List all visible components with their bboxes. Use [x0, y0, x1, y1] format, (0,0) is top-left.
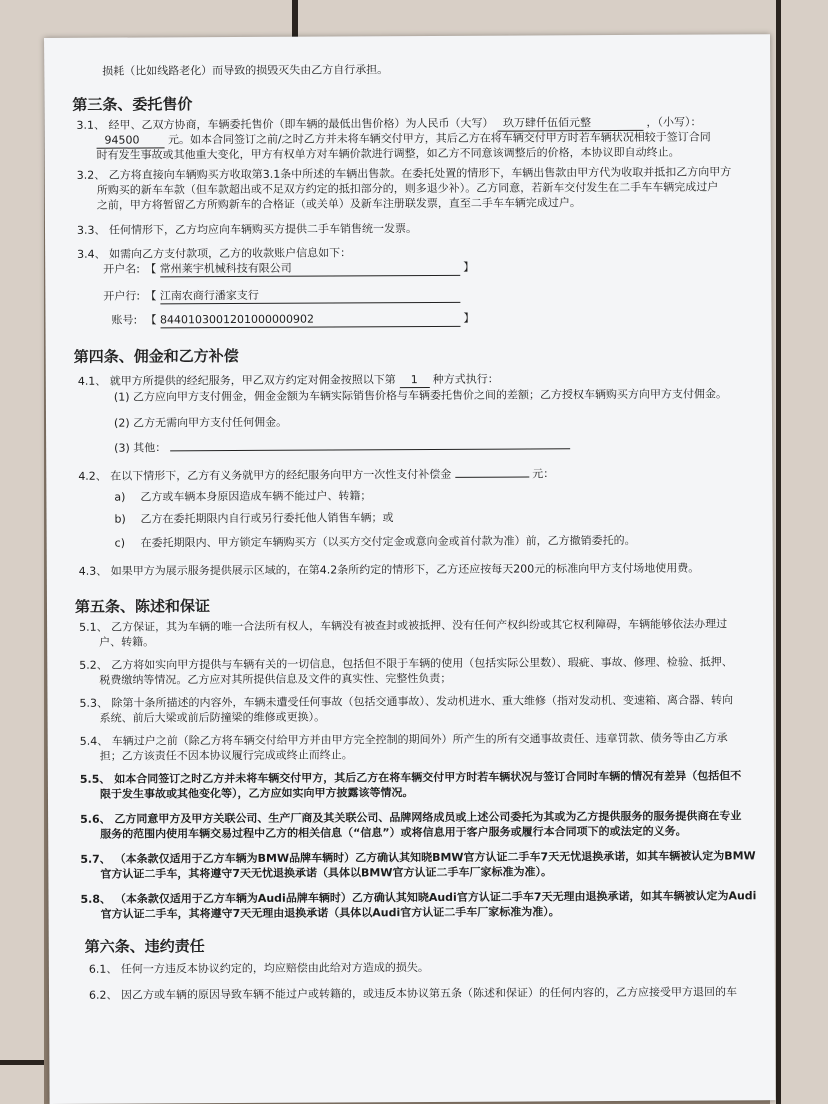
item-a-label: a): [114, 490, 126, 504]
bracket-open: 【: [145, 289, 157, 303]
price-amount: 94500: [96, 132, 164, 148]
section-6-title: 第六条、违约责任: [84, 937, 205, 956]
bracket-open: 【: [145, 262, 157, 276]
item-c-text: 在委托期限内、甲方锁定车辆购买方（以买方交付定金或意向金或首付款为准）前，乙方撤销委托的。: [140, 533, 636, 550]
compensation-blank: [455, 465, 529, 477]
item-b-text: 乙方在委托期限内自行或另行委托他人销售车辆；或: [140, 511, 394, 526]
bracket-close: 】: [463, 311, 475, 325]
price-words: 玖万肆仟伍佰元整: [497, 115, 643, 132]
item-c-label: c): [114, 536, 126, 550]
account-name: 常州莱宇机械科技有限公司: [160, 260, 460, 278]
clause-5-6-line1: 5.6、 乙方同意甲方及甲方关联公司、生产厂商及其关联公司、品牌网络成员或上述公司委托为其或为乙方提供服务的服务提供商在专业: [80, 809, 742, 826]
section-3-title: 第三条、委托售价: [72, 95, 193, 114]
option-1: (1) 乙方应向甲方支付佣金，佣金金额为车辆实际销售价格与车辆委托售价之间的差额；乙方授权车辆购买方向甲方支付佣金。: [113, 387, 727, 404]
account-no-row: [145, 311, 474, 329]
bank-label: 开户行:: [103, 289, 141, 303]
clause-5-2-line1: 5.2、 乙方将如实向甲方提供与车辆有关的一切信息，包括但不限于车辆的使用（包括实际公里数）、瑕疵、事故、修理、检验、抵押、: [79, 655, 733, 672]
commission-option: 1: [399, 372, 429, 388]
clause-5-3-line1: 5.3、 除第十条所描述的内容外，车辆未遭受任何事故（包括交通事故）、发动机进水、重大维修（指对发动机、变速箱、离合器、转向: [79, 693, 734, 710]
item-a-text: 乙方或车辆本身原因造成车辆不能过户、转籍；: [140, 489, 372, 504]
floor-tile-left: [0, 0, 44, 1104]
bank-row: [145, 287, 460, 305]
section-4-title: 第四条、佣金和乙方补偿: [73, 346, 239, 366]
option-3: [114, 437, 570, 455]
bank-name: 江南农商行潘家支行: [160, 287, 460, 305]
section-5-title: 第五条、陈述和保证: [74, 597, 211, 616]
clause-4-2-lead: 4.2、 在以下情形下，乙方有义务就甲方的经纪服务向甲方一次性支付补偿金: [78, 467, 452, 483]
clause-3-4: 3.4、 如需向乙方支付款项，乙方的收款账户信息如下：: [77, 246, 352, 261]
account-name-label: 开户名:: [103, 262, 140, 276]
clause-6-2: 6.2、 因乙方或车辆的原因导致车辆不能过户或转籍的，或违反本协议第五条（陈述和保证）的任何内容的，乙方应接受甲方退回的车: [88, 985, 738, 1002]
bracket-close: 】: [463, 260, 475, 274]
clause-4-2: [78, 465, 554, 483]
account-no-label: 账号:: [111, 313, 138, 327]
clause-5-4-line1: 5.4、 车辆过户之前（除乙方将车辆交付给甲方并由甲方完全控制的期间外）所产生的所有交通事故责任、违章罚款、债务等由乙方承: [79, 731, 728, 748]
account-no: 8440103001201000000902: [160, 311, 460, 329]
clause-5-3-line2: 系统、前后大梁或前后防撞梁的维修或更换）。: [99, 710, 326, 725]
clause-5-8-line2: 官方认证二手车，其将遵守7天无理由退换承诺（具体以Audi官方认证二手车厂家标准为准）。: [100, 905, 560, 921]
clause-4-2-tail: 元：: [532, 467, 555, 481]
option-3-label: (3) 其他：: [114, 441, 167, 455]
top-line: 损耗（比如线路老化）而导致的损毁灭失由乙方自行承担。: [102, 63, 389, 78]
clause-5-1-line2: 户、转籍。: [99, 635, 155, 649]
clause-3-1-lead: 3.1、 经甲、乙双方协商，车辆委托售价（即车辆的最低出售价格）为人民币（大写）: [76, 116, 494, 132]
option-2: (2) 乙方无需向甲方支付任何佣金。: [113, 415, 288, 430]
clause-5-7-line1: 5.7、 （本条款仅适用于乙方车辆为BMW品牌车辆时）乙方确认其知晓BMW官方认证二手车7天无忧退换承诺，如其车辆被认定为BMW: [80, 849, 756, 866]
clause-5-8-line1: 5.8、 （本条款仅适用于乙方车辆为Audi品牌车辆时）乙方确认其知晓Audi官方认证二手车7天无理由退换承诺，如其车辆被认定为Audi: [80, 889, 757, 906]
clause-5-6-line2: 服务的范围内使用车辆交易过程中乙方的相关信息（“信息”）或将信息用于客户服务或履行本合同项下的或法定的义务。: [100, 824, 687, 841]
option-3-blank: [170, 437, 570, 451]
clause-5-5-line1: 5.5、 如本合同签订之时乙方并未将车辆交付甲方，其后乙方在将车辆交付甲方时若车辆状况与签订合同时车辆的情况有差异（包括但不: [79, 769, 742, 786]
floor-grout-2: [776, 0, 781, 1104]
clause-3-1-line3: 时有发生事故或其他重大变化，甲方有权单方对车辆价款进行调整，如乙方不同意该调整后的价格，本协议即自动终止。: [96, 145, 680, 162]
clause-5-2-line2: 税费缴纳等情况。乙方应对其所提供信息及文件的真实性、完整性负责；: [99, 671, 452, 687]
clause-5-7-line2: 官方认证二手车，其将遵守7天无忧退换承诺（具体以BMW官方认证二手车厂家标准为准）。: [100, 865, 553, 881]
clause-4-3: 4.3、 如果甲方为展示服务提供展示区域的，在第4.2条所约定的情形下，乙方还应按每天200元的标准向甲方支付场地使用费。: [78, 561, 700, 578]
clause-3-3: 3.3、 任何情形下，乙方均应向车辆购买方提供二手车销售统一发票。: [76, 222, 418, 237]
account-name-row: [145, 260, 474, 278]
contract-page: [44, 34, 776, 1104]
floor-grout-3: [0, 1060, 44, 1065]
clause-6-1: 6.1、 任何一方违反本协议约定的，均应赔偿由此给对方造成的损失。: [88, 960, 429, 976]
clause-5-4-line2: 担；乙方该责任不因本协议履行完成或终止而终止。: [99, 748, 353, 763]
price-small-label: ，（小写）：: [646, 115, 702, 129]
clause-3-2-line2: 所购买的新车车款（但车款超出或不足双方约定的抵扣部分的，则多退少补）。乙方同意，若新车交付发生在二手车车辆完成过户: [96, 180, 719, 197]
floor-grout-1: [292, 0, 298, 40]
clause-3-1-b: 元。如本合同签订之前/之时乙方并未将车辆交付甲方，其后乙方在将车辆交付甲方时若车辆状况相较于签订合同: [168, 130, 711, 147]
clause-3-2-line1: 3.2、 乙方将直接向车辆购买方收取第3.1条中所述的车辆出售款。在委托处置的情形下，车辆出售款由甲方代为收取并抵扣乙方向甲方: [76, 165, 732, 182]
bracket-open: 【: [145, 313, 157, 327]
clause-4-1-lead: 4.1、 就甲方所提供的经纪服务，甲乙双方约定对佣金按照以下第: [77, 373, 396, 388]
clause-5-5-line2: 限于发生事故或其他变化等），乙方应如实向甲方披露该等情况。: [99, 786, 414, 801]
item-b-label: b): [114, 512, 126, 526]
clause-3-2-line3: 之前，甲方将暂留乙方所购新车的合格证（或关单）及新车注册联发票，直至二手车车辆完成过户。: [96, 196, 581, 212]
clause-4-1-tail: 种方式执行：: [432, 372, 499, 386]
clause-5-1-line1: 5.1、 乙方保证，其为车辆的唯一合法所有权人，车辆没有被查封或被抵押、没有任何产权纠纷或其它权利障碍，车辆能够依法办理过: [79, 617, 728, 634]
